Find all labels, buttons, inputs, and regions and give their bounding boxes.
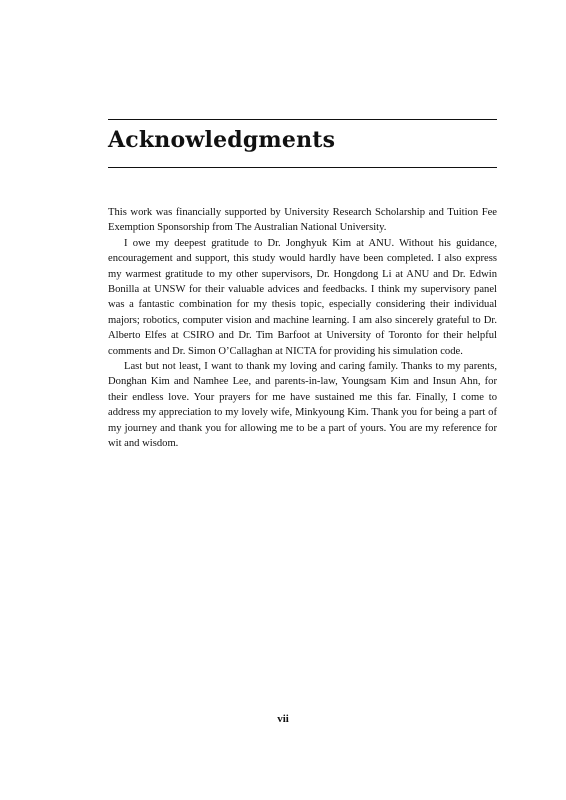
page-title: Acknowledgments xyxy=(108,127,336,153)
paragraph-supervisors: I owe my deepest gratitude to Dr. Jonghyuk Kim at ANU. Without his guidance, encouragement and support, this study would hardly have been completed. I also express my warmest gratitude to my other supervisors, Dr. Hongdong Li at ANU and Dr. Edwin Bonilla at UNSW for their valuable advices and feedbacks. I think my supervisory panel was a fantastic combination for my thesis topic, especially considering their individual majors; robotics, computer vision and machine learning. I am also sincerely grateful to Dr. Alberto Elfes at CSIRO and Dr. Tim Barfoot at University of Toronto for their helpful comments and Dr. Simon O’Callaghan at NICTA for providing his simulation code. xyxy=(108,237,497,357)
paragraph-family: Last but not least, I want to thank my loving and caring family. Thanks to my parents, Donghan Kim and Namhee Lee, and parents-in-law, Youngsam Kim and Insun Ahn, for their endless love. Your prayers for me have sustained me this far. Finally, I come to address my appreciation to my lovely wife, Minkyoung Kim. Thank you for being a part of my journey and thank you for allowing me to be a part of yours. You are my reference for wit and wisdom. xyxy=(108,361,497,450)
page-number: vii xyxy=(277,713,289,725)
heading-bottom-rule xyxy=(108,167,497,168)
paragraph-funding: This work was financially supported by University Research Scholarship and Tuition Fee Exemption Sponsorship from The Australian National University. xyxy=(108,207,497,234)
heading-top-rule xyxy=(108,119,497,120)
acknowledgments-body xyxy=(108,205,497,452)
